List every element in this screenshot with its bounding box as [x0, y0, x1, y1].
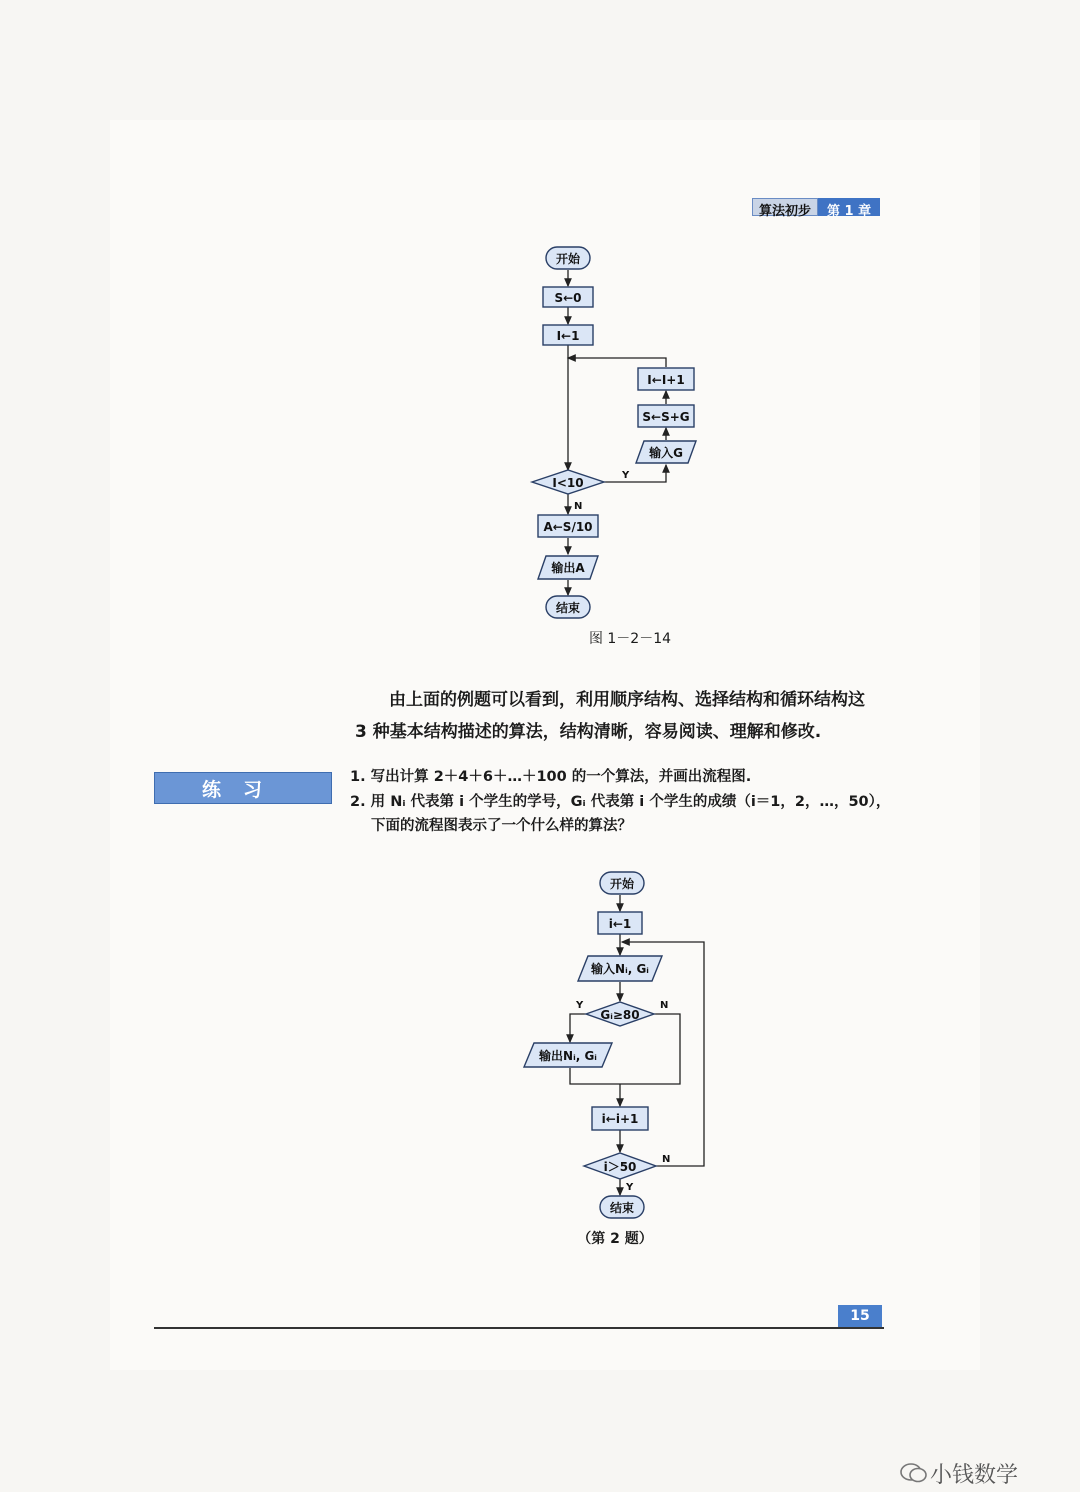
paragraph-line-2: 3 种基本结构描述的算法，结构清晰，容易阅读、理解和修改.: [355, 722, 822, 742]
input-g-label: 输入G: [649, 446, 683, 460]
practice-banner: 练习: [154, 772, 332, 804]
paragraph-line-1: 由上面的例题可以看到，利用顺序结构、选择结构和循环结构这: [389, 690, 865, 710]
figure-1-caption: 图 1－2－14: [588, 631, 672, 647]
i-increment-label: I←I+1: [647, 373, 685, 387]
exercise-2-line-2: 下面的流程图表示了一个什么样的算法？: [371, 818, 632, 834]
average-label: A←S/10: [543, 520, 593, 534]
exercise-2-line-1: 2. 用 Nᵢ 代表第 i 个学生的学号，Gᵢ 代表第 i 个学生的成绩（i＝1，2，…，50），: [350, 794, 891, 810]
section-title: 算法初步: [752, 198, 818, 216]
exercise-1: 1. 写出计算 2＋4＋6＋…＋100 的一个算法，并画出流程图.: [350, 769, 752, 785]
output-n-g-label: 输出Nᵢ, Gᵢ: [539, 1049, 597, 1063]
page-number: 15: [838, 1305, 882, 1327]
exercise-2: [350, 790, 910, 838]
figure-2-caption: （第 2 题）: [577, 1231, 653, 1247]
figure-2-flowchart: [524, 872, 704, 1218]
start-label: 开始: [555, 252, 581, 266]
chapter-label: 第 1 章: [818, 198, 880, 216]
end-label-2: 结束: [609, 1201, 635, 1215]
no-label-3: N: [662, 1154, 671, 1165]
yes-label: Y: [622, 470, 630, 481]
no-label: N: [574, 501, 583, 512]
output-a-label: 输出A: [551, 561, 585, 575]
i-init-label: I←1: [556, 329, 580, 343]
end-label: 结束: [555, 601, 581, 615]
start-label-2: 开始: [609, 877, 635, 891]
i-increment-label-2: i←i+1: [601, 1112, 639, 1126]
decision-3-label: i＞50: [603, 1160, 637, 1174]
no-label-2: N: [660, 1000, 669, 1011]
figure-1-flowchart: [532, 247, 696, 618]
yes-label-3: Y: [626, 1182, 634, 1193]
yes-label-2: Y: [576, 1000, 584, 1011]
decision-1-label: I<10: [552, 476, 584, 490]
s-add-label: S←S+G: [642, 410, 690, 424]
decision-2-label: Gᵢ≥80: [600, 1008, 640, 1022]
watermark-text: 小钱数学: [930, 1463, 1019, 1488]
wechat-icon: [900, 1462, 928, 1484]
footer-rule: [154, 1327, 884, 1329]
summary-paragraph: [355, 684, 890, 748]
s-init-label: S←0: [554, 291, 582, 305]
i-init-label-2: i←1: [608, 917, 632, 931]
input-n-g-label: 输入Nᵢ, Gᵢ: [591, 962, 649, 976]
